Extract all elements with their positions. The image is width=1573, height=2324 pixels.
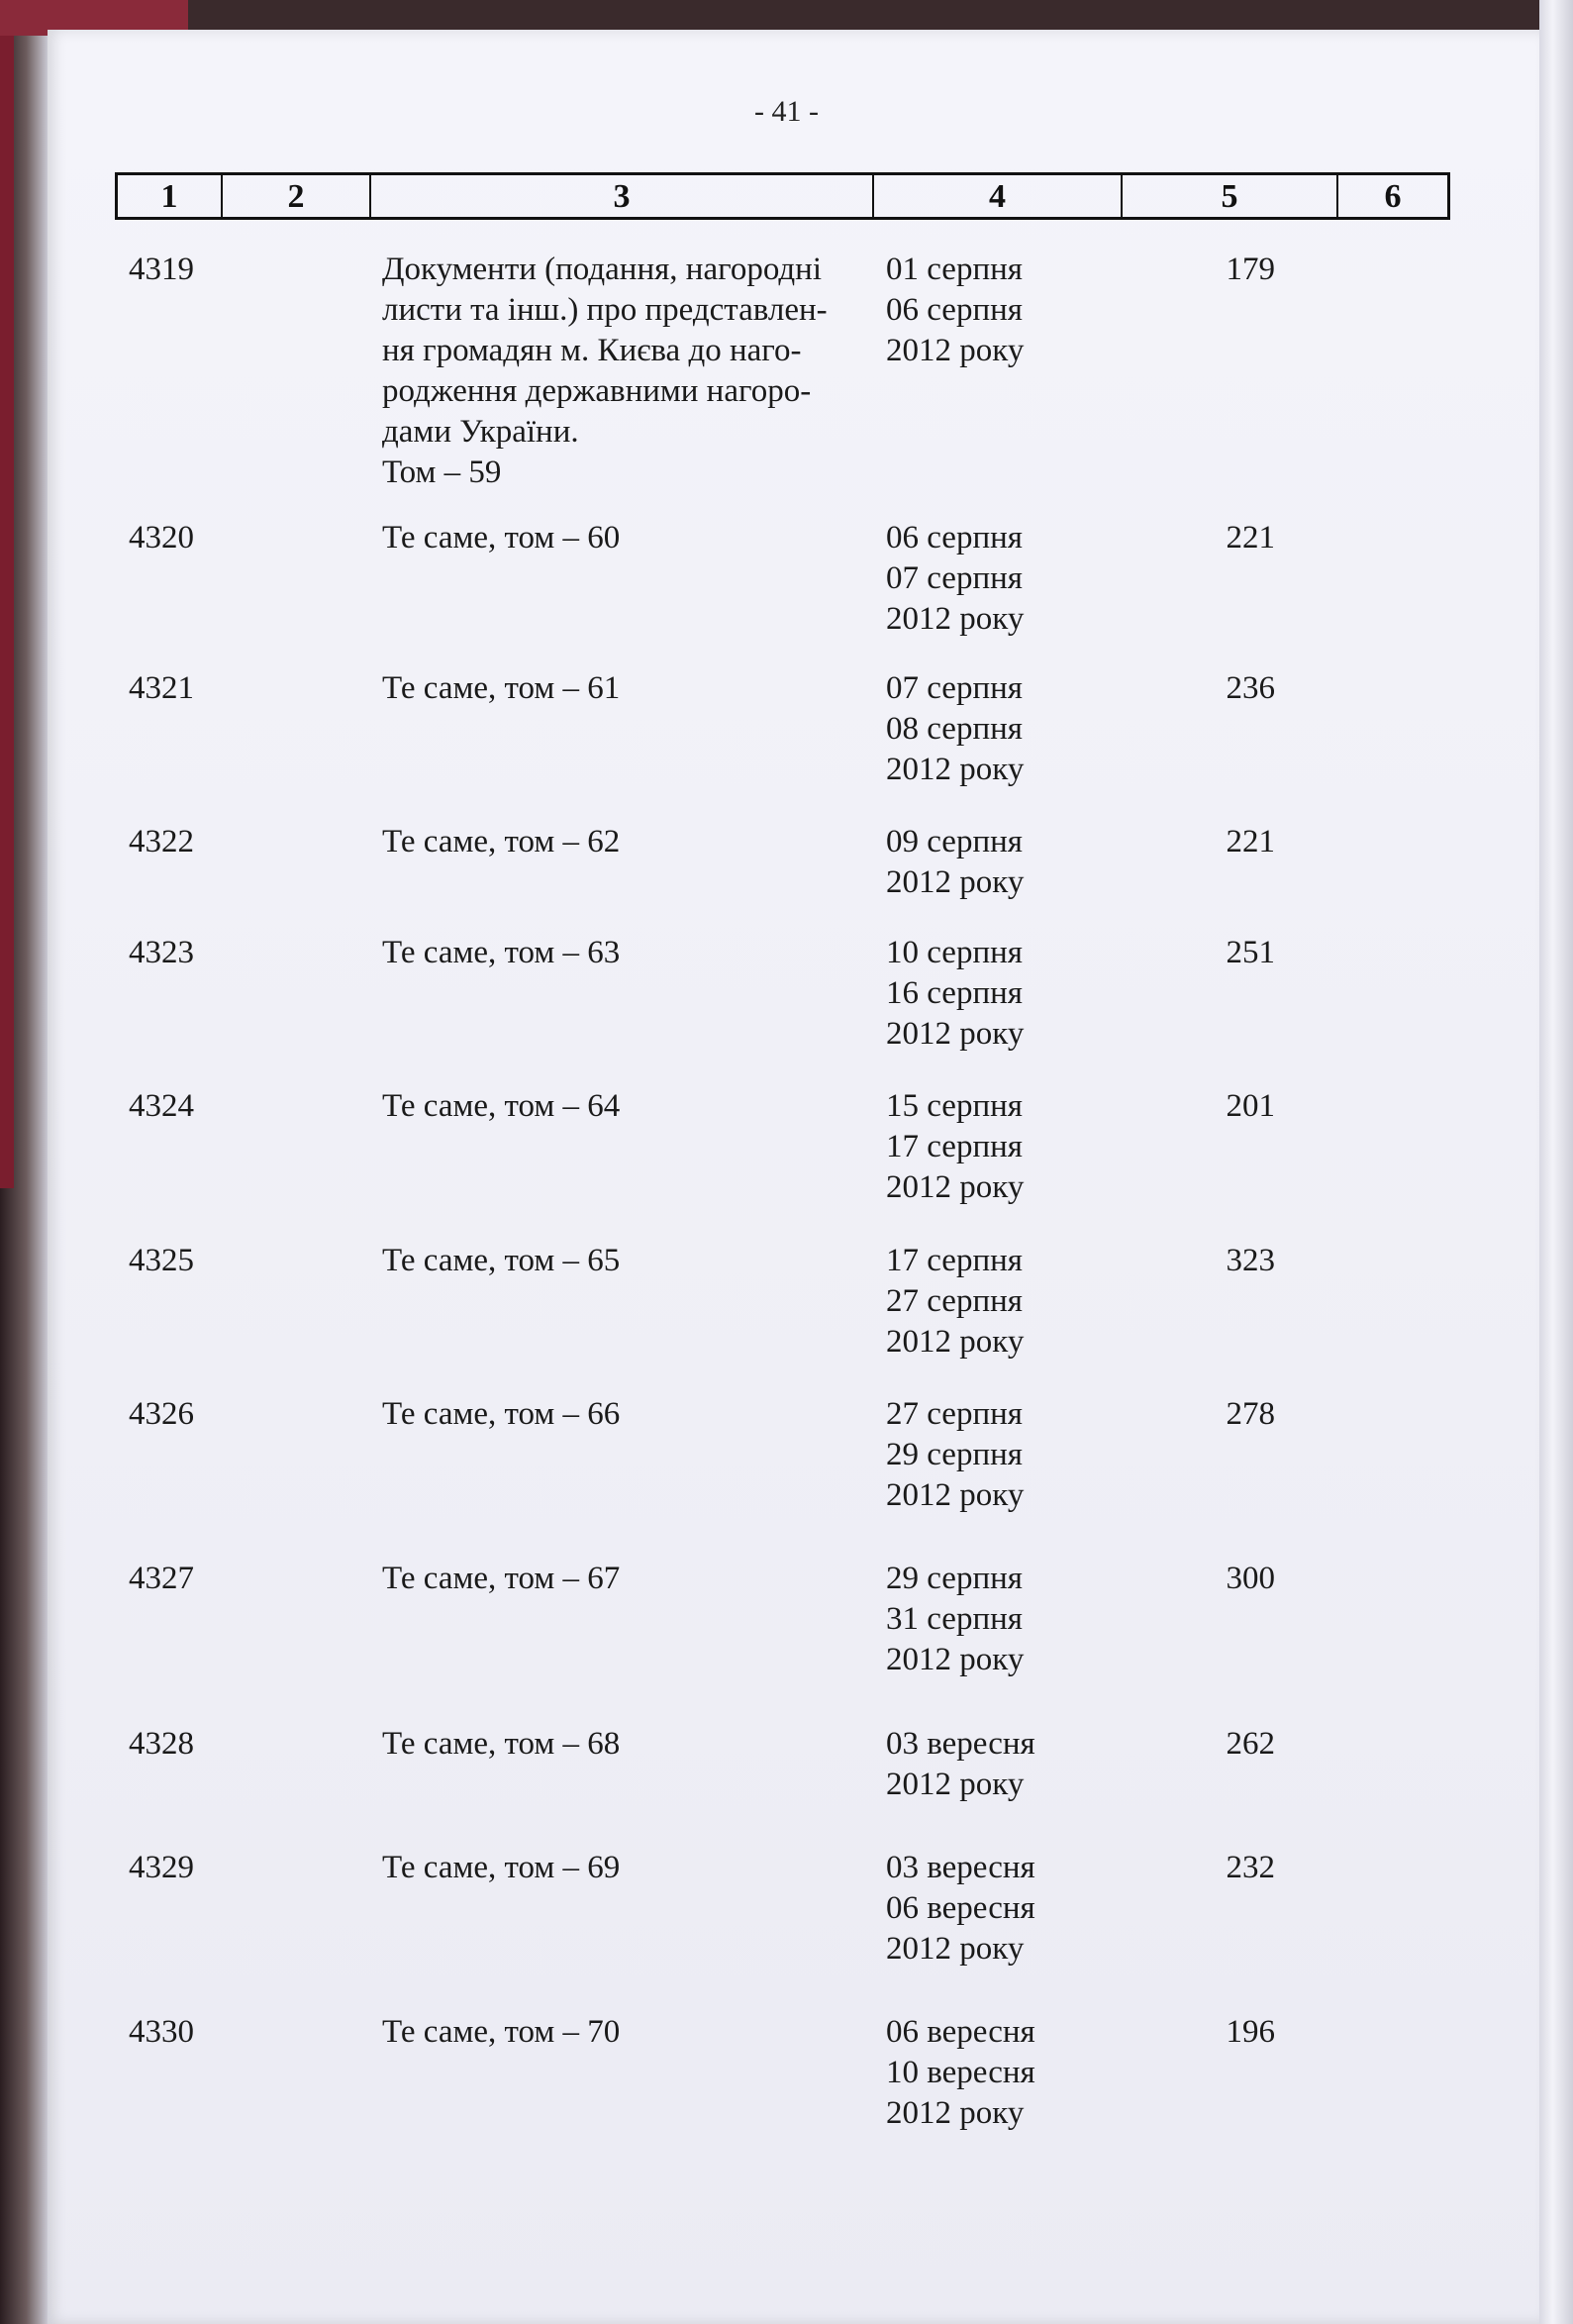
column-header-1: 1 [118, 175, 223, 217]
record-title-line: Те саме, том – 67 [382, 1561, 621, 1596]
record-dates [886, 668, 1024, 790]
record-date-line: 2012 року [886, 1324, 1025, 1360]
record-date-line: 27 серпня [886, 1396, 1023, 1432]
record-dates [886, 1848, 1035, 1970]
record-date-line: 2012 року [886, 1477, 1025, 1513]
record-date-line: 17 серпня [886, 1129, 1023, 1164]
table-header [115, 172, 1450, 220]
record-title-line: Документи (подання, нагородні [382, 252, 822, 287]
record-title [382, 822, 867, 862]
record-title [382, 1559, 867, 1599]
record-title [382, 1724, 867, 1765]
record-date-line: 2012 року [886, 2095, 1025, 2131]
record-dates [886, 1241, 1024, 1363]
record-sheet-count: 179 [1226, 252, 1275, 287]
page-number: - 41 - [754, 95, 819, 128]
record-date-line: 09 серпня [886, 824, 1023, 859]
record-date-line: 2012 року [886, 1642, 1025, 1677]
record-date-line: 10 вересня [886, 2055, 1035, 2090]
record-date-line: 06 серпня [886, 520, 1023, 556]
record-title-line: листи та інш.) про представлен- [382, 292, 828, 328]
record-title [382, 1086, 867, 1127]
record-date-line: 2012 року [886, 1767, 1025, 1802]
column-header-6: 6 [1384, 178, 1402, 215]
record-date-line: 08 серпня [886, 711, 1023, 747]
record-date-line: 10 серпня [886, 935, 1023, 970]
record-title [382, 933, 867, 973]
record-dates [886, 933, 1024, 1055]
record-title-line: Те саме, том – 63 [382, 935, 621, 970]
record-number: 4326 [129, 1396, 194, 1432]
column-header-3: 3 [371, 175, 874, 217]
record-sheet-count: 221 [1226, 520, 1275, 556]
record-title [382, 668, 867, 709]
record-date-line: 29 серпня [886, 1437, 1023, 1472]
record-date-line: 2012 року [886, 1016, 1025, 1052]
record-date-line: 2012 року [886, 1931, 1025, 1967]
record-date-line: 2012 року [886, 1169, 1025, 1205]
record-title-line: Те саме, том – 62 [382, 824, 621, 859]
record-dates [886, 1086, 1024, 1208]
record-title [382, 2012, 867, 2053]
record-number: 4327 [129, 1561, 194, 1596]
record-number: 4322 [129, 824, 194, 859]
record-dates [886, 1394, 1024, 1516]
record-number: 4321 [129, 670, 194, 706]
record-title-line: Те саме, том – 64 [382, 1088, 621, 1124]
record-title-line: родження державними нагоро- [382, 373, 812, 409]
record-dates [886, 1559, 1024, 1680]
column-header-4: 4 [874, 175, 1123, 217]
record-title-line: Те саме, том – 66 [382, 1396, 621, 1432]
record-dates [886, 250, 1024, 371]
column-header-5: 5 [1123, 175, 1338, 217]
record-date-line: 07 серпня [886, 560, 1023, 596]
record-date-line: 06 вересня [886, 1890, 1035, 1926]
record-date-line: 03 вересня [886, 1726, 1035, 1762]
record-sheet-count: 323 [1226, 1243, 1275, 1278]
record-number: 4325 [129, 1243, 194, 1278]
record-date-line: 16 серпня [886, 975, 1023, 1011]
record-sheet-count: 196 [1226, 2014, 1275, 2050]
record-date-line: 01 серпня [886, 252, 1023, 287]
record-date-line: 2012 року [886, 864, 1025, 900]
record-sheet-count: 251 [1226, 935, 1275, 970]
record-date-line: 2012 року [886, 752, 1025, 787]
record-sheet-count: 232 [1226, 1850, 1275, 1885]
record-title [382, 1394, 867, 1435]
record-date-line: 31 серпня [886, 1601, 1023, 1637]
record-title-line: Те саме, том – 68 [382, 1726, 621, 1762]
binding-cover [0, 0, 14, 1188]
record-number: 4330 [129, 2014, 194, 2050]
record-sheet-count: 236 [1226, 670, 1275, 706]
record-date-line: 03 вересня [886, 1850, 1035, 1885]
record-number: 4320 [129, 520, 194, 556]
record-dates [886, 1724, 1035, 1805]
record-dates [886, 2012, 1035, 2134]
record-date-line: 17 серпня [886, 1243, 1023, 1278]
record-date-line: 06 серпня [886, 292, 1023, 328]
record-sheet-count: 221 [1226, 824, 1275, 859]
record-title-line: Те саме, том – 60 [382, 520, 621, 556]
record-title-line: ня громадян м. Києва до наго- [382, 333, 802, 368]
record-dates [886, 518, 1024, 640]
record-sheet-count: 201 [1226, 1088, 1275, 1124]
record-title [382, 1241, 867, 1281]
record-sheet-count: 300 [1226, 1561, 1275, 1596]
record-title [382, 1848, 867, 1888]
record-dates [886, 822, 1024, 903]
record-title [382, 250, 867, 493]
record-title-line: дами України. [382, 414, 579, 450]
column-header-2: 2 [223, 175, 371, 217]
record-number: 4328 [129, 1726, 194, 1762]
record-date-line: 27 серпня [886, 1283, 1023, 1319]
record-number: 4329 [129, 1850, 194, 1885]
record-date-line: 07 серпня [886, 670, 1023, 706]
record-date-line: 29 серпня [886, 1561, 1023, 1596]
record-date-line: 06 вересня [886, 2014, 1035, 2050]
record-title-line: Те саме, том – 70 [382, 2014, 621, 2050]
record-number: 4324 [129, 1088, 194, 1124]
record-number: 4323 [129, 935, 194, 970]
record-title-line: Том – 59 [382, 455, 502, 490]
record-title [382, 518, 867, 558]
record-sheet-count: 262 [1226, 1726, 1275, 1762]
record-title-line: Те саме, том – 65 [382, 1243, 621, 1278]
record-sheet-count: 278 [1226, 1396, 1275, 1432]
record-number: 4319 [129, 252, 194, 287]
record-title-line: Те саме, том – 61 [382, 670, 621, 706]
page-stack-edge [1539, 0, 1573, 2324]
record-title-line: Те саме, том – 69 [382, 1850, 621, 1885]
record-date-line: 2012 року [886, 601, 1025, 637]
record-date-line: 15 серпня [886, 1088, 1023, 1124]
record-date-line: 2012 року [886, 333, 1025, 368]
